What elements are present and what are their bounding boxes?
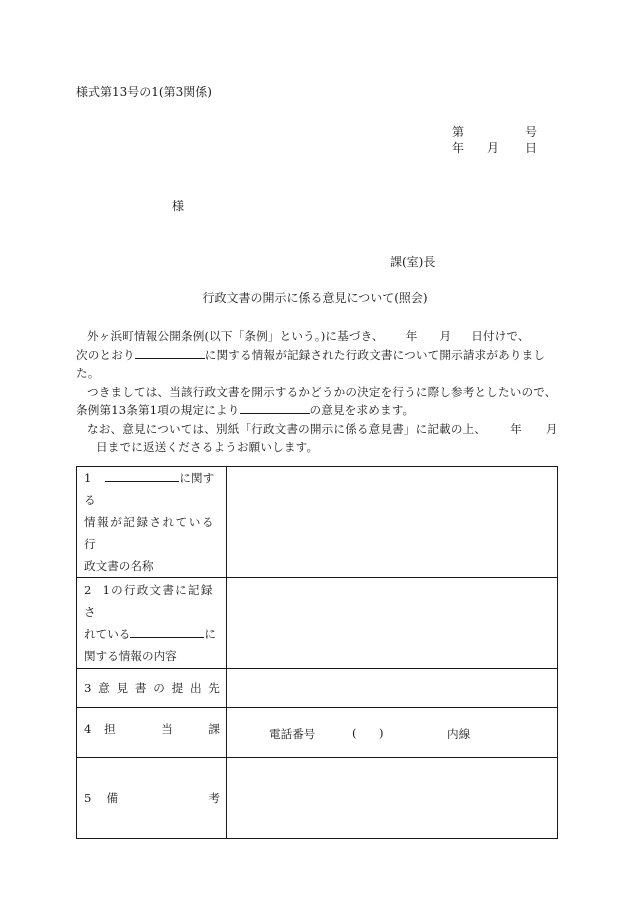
- row1-text-c: 政文書の名称: [84, 559, 154, 573]
- row4-value-cell[interactable]: [227, 708, 558, 758]
- row5-number: 5: [84, 791, 92, 805]
- row5-char: 備: [106, 791, 119, 805]
- row3-number: 3: [84, 681, 92, 695]
- row1-text-a: に関する: [84, 471, 215, 507]
- addressee-honorific: 様: [172, 199, 185, 213]
- row5-label: [77, 758, 227, 839]
- p1-text-c: 次のとおり: [76, 347, 135, 362]
- row3-char: 出: [189, 681, 202, 695]
- sender-title: 課(室)長: [390, 255, 436, 269]
- row2-text-a: 1の行政文書に記録さ: [84, 583, 214, 619]
- row3-char: 見: [116, 681, 129, 695]
- paragraph-3: [76, 420, 558, 439]
- date-day: 日: [524, 141, 537, 155]
- p2-text-b: 条例第13条第1項の規定により: [76, 403, 240, 417]
- row5-char: 考: [208, 791, 220, 805]
- phone-paren-open: (: [352, 726, 357, 740]
- p1-month: 月: [439, 329, 452, 343]
- row2-text-d: 関する情報の内容: [84, 649, 177, 663]
- table-row: [77, 669, 558, 708]
- table-row: [77, 758, 558, 839]
- row3-char: 提: [171, 681, 184, 695]
- number-suffix: 号: [524, 125, 537, 139]
- table-row: [77, 708, 558, 758]
- row2-number: 2: [84, 583, 93, 597]
- p3-month: 月: [545, 421, 558, 436]
- p1-year: 年: [405, 329, 418, 343]
- p3-text-a: なお、意見については、別紙「行政文書の開示に係る意見書」に記載の上、: [87, 421, 487, 436]
- document-title: 行政文書の開示に係る意見について(照会): [202, 291, 428, 305]
- row3-label: [77, 669, 227, 708]
- paragraph-3-cont: [76, 438, 558, 457]
- row5-value-cell[interactable]: [227, 758, 558, 839]
- date-year: 年: [452, 141, 465, 155]
- p1-text-e: た。: [76, 366, 100, 380]
- paragraph-2-cont: [76, 401, 558, 420]
- number-prefix: 第: [452, 125, 465, 139]
- row2-text-b: れている: [84, 627, 131, 641]
- extension-label: 内線: [447, 727, 471, 741]
- row3-char: 先: [208, 681, 220, 695]
- row1-number: 1: [84, 471, 92, 485]
- paragraph-1-end: [76, 364, 558, 383]
- blank-line: [130, 625, 204, 638]
- document-number-line: [452, 124, 537, 140]
- p3-year: 年: [510, 421, 522, 436]
- row1-text-b: 情報が記録されている行: [84, 515, 215, 551]
- row1-value-cell[interactable]: [227, 467, 558, 578]
- row3-char: 意: [98, 681, 110, 695]
- p3-text-b: 日までに返送くださるようお願いします。: [96, 440, 319, 454]
- paragraph-1: [76, 327, 558, 346]
- row4-char: 担: [104, 721, 116, 736]
- form-number-label: 様式第13号の1(第3関係): [76, 85, 212, 99]
- p2-text-a: つきましては、当該行政文書を開示するかどうかの決定を行うに際し参考としたいので、: [87, 384, 557, 399]
- phone-paren-close: ): [379, 726, 384, 740]
- blank-line: [135, 346, 205, 359]
- paragraph-2: [76, 383, 558, 402]
- p1-text-d: に関する情報が記録された行政文書について開示請求がありまし: [204, 347, 546, 362]
- row2-text-c: に: [204, 627, 216, 641]
- body-text: [76, 327, 558, 457]
- row3-char: の: [153, 681, 165, 695]
- blank-line: [240, 401, 310, 414]
- row2-label: [77, 578, 227, 669]
- row1-label: [77, 467, 227, 578]
- row4-label: [77, 708, 227, 758]
- date-month: 月: [487, 141, 500, 155]
- row4-number: 4: [84, 721, 92, 736]
- p1-text-b: 日付けで、: [471, 329, 530, 343]
- p1-text-a: 外ヶ浜町情報公開条例(以下「条例」という。)に基づき、: [87, 329, 384, 343]
- blank-line: [105, 469, 179, 482]
- row3-value-cell[interactable]: [227, 669, 558, 708]
- row3-char: 書: [134, 681, 147, 695]
- opinion-request-table: [76, 466, 558, 839]
- paragraph-1-cont: [76, 346, 558, 365]
- phone-number-label: 電話番号: [269, 727, 316, 741]
- row4-char: 課: [208, 721, 220, 736]
- row4-char: 当: [161, 721, 173, 736]
- row2-value-cell[interactable]: [227, 578, 558, 669]
- table-row: [77, 578, 558, 669]
- p2-text-c: の意見を求めます。: [309, 403, 415, 417]
- table-row: [77, 467, 558, 578]
